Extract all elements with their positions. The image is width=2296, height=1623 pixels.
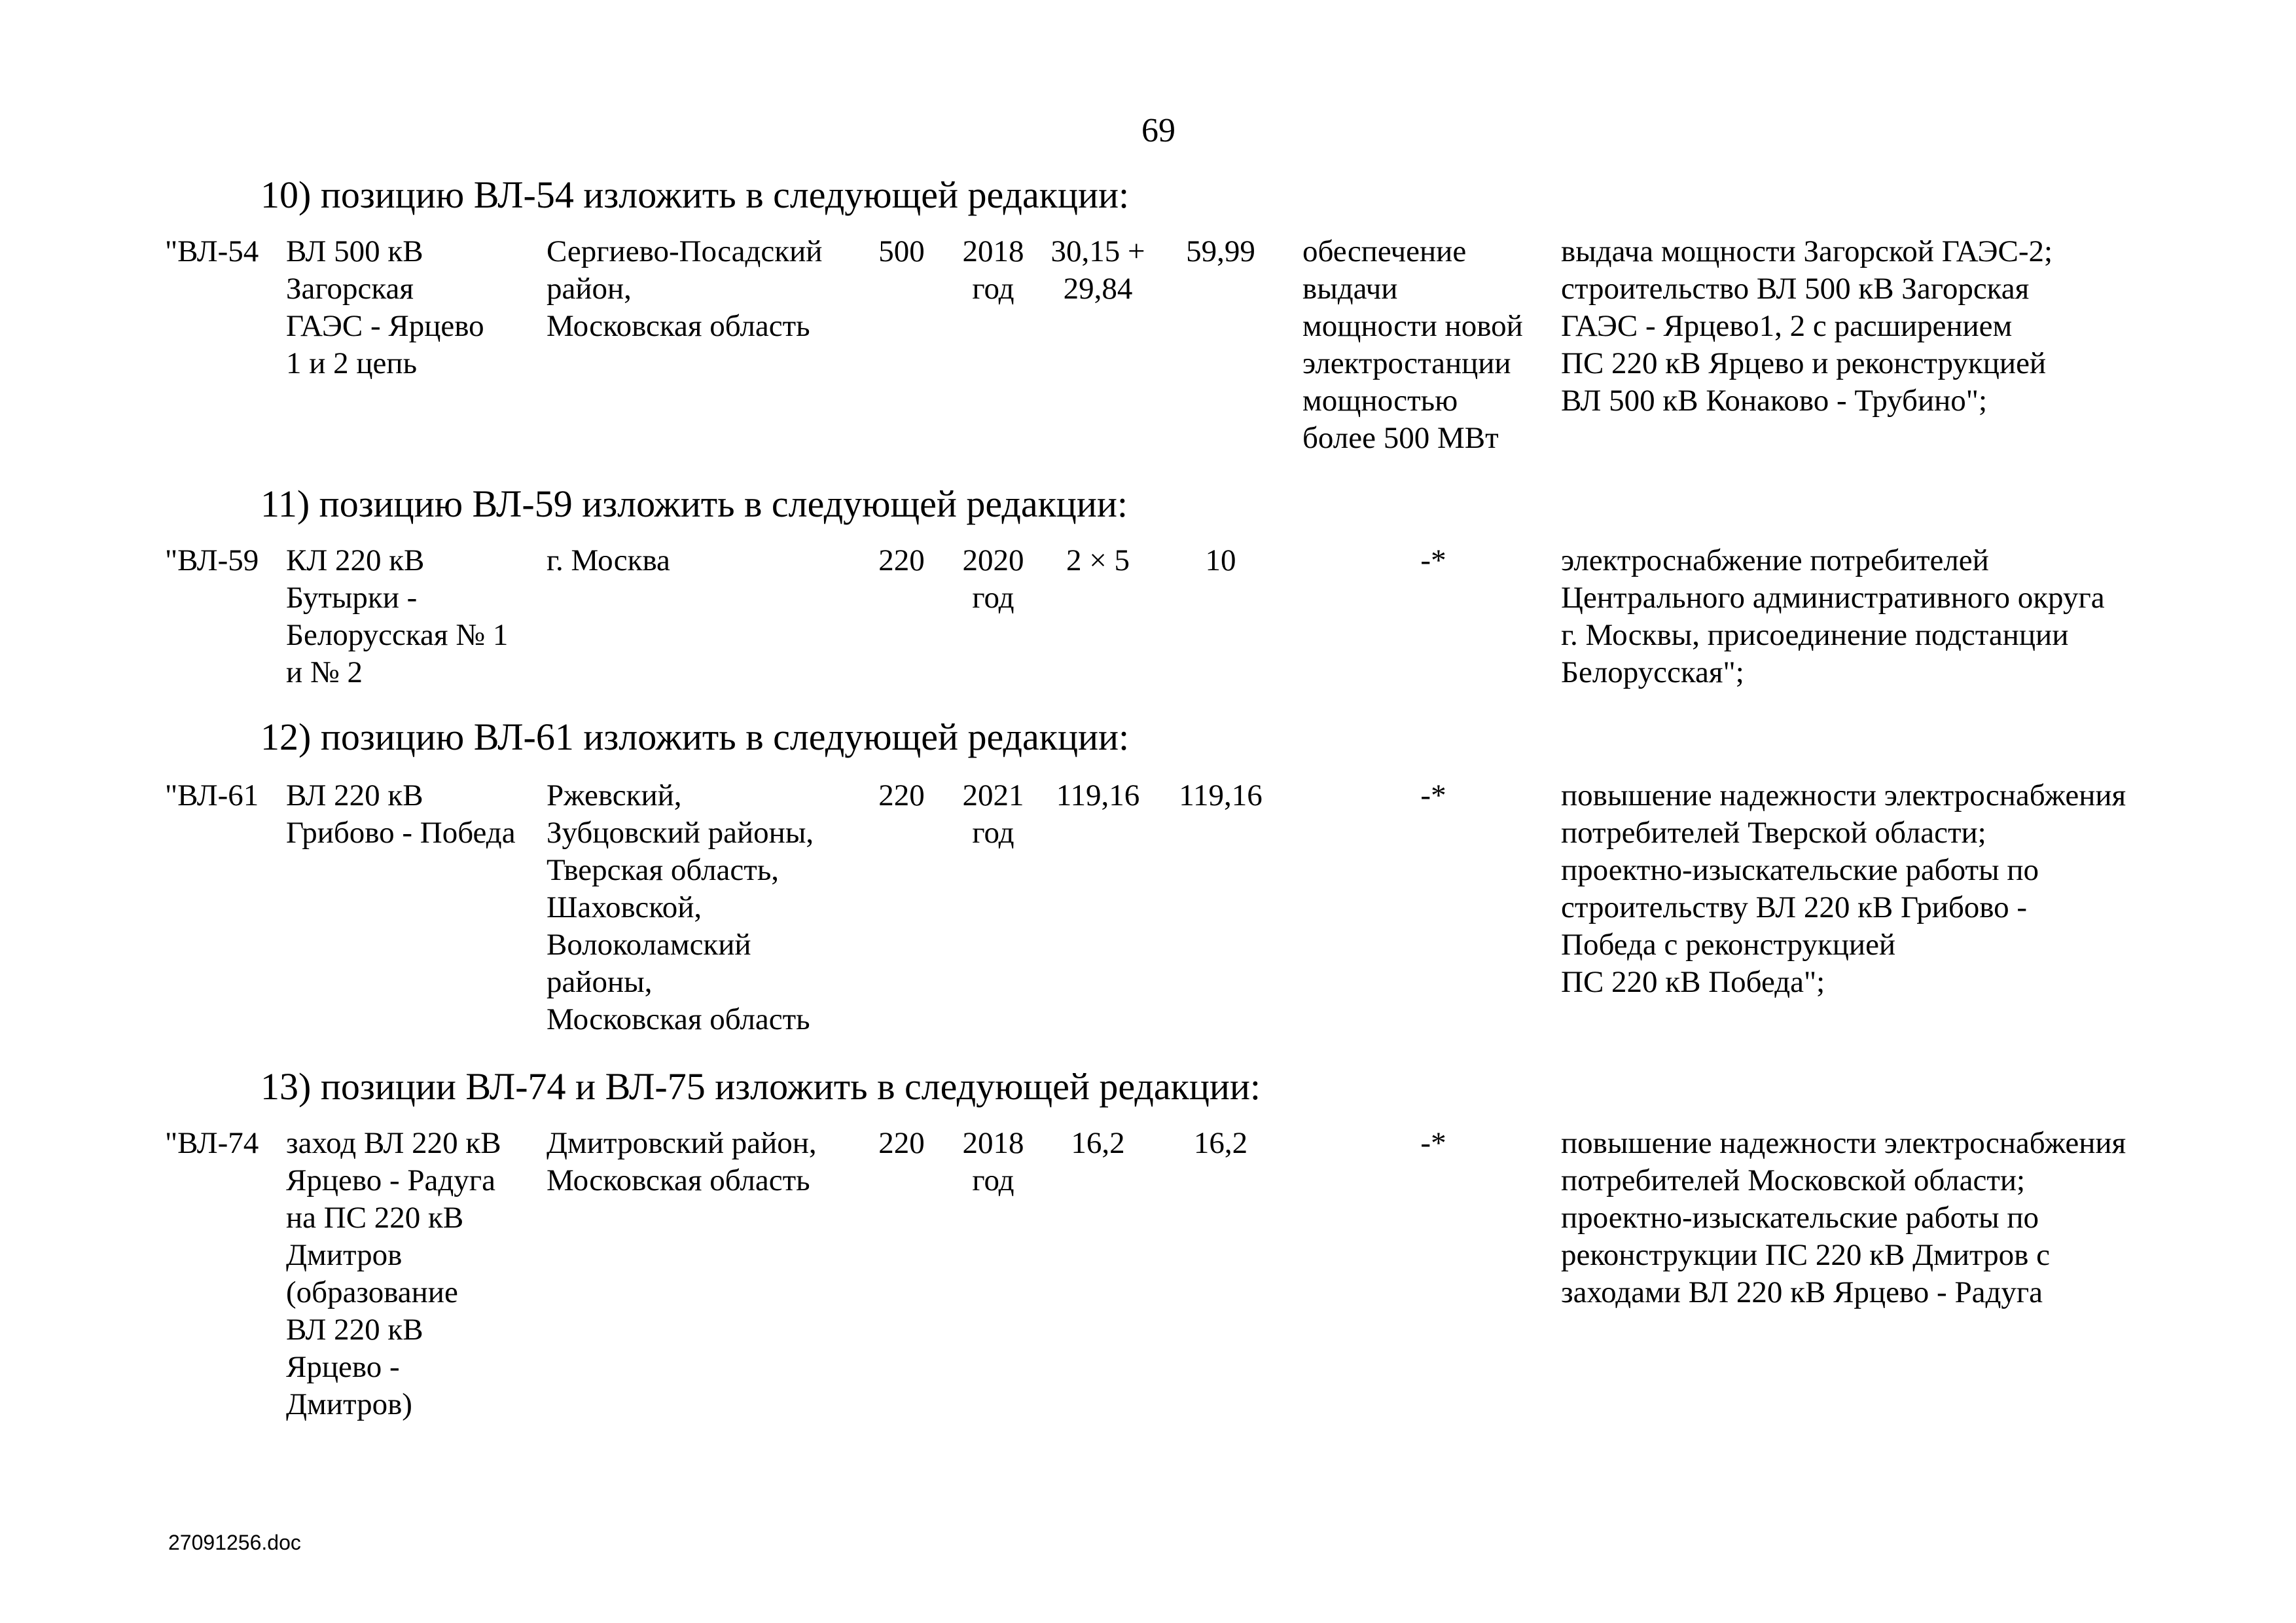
section-intro: 10) позицию ВЛ-54 изложить в следующей редакции: xyxy=(260,173,1130,216)
entry-voltage: 220 xyxy=(878,543,925,577)
entry-purpose: электроснабжение потребителей Центрального административного округа г. Москвы, присоединение подстанции Белорусская"; xyxy=(1561,543,2105,689)
entry-length: 16,2 xyxy=(1071,1126,1125,1160)
entry-code: "ВЛ-74 xyxy=(165,1126,259,1160)
entry-year: 2018 год xyxy=(962,234,1024,306)
entry-code: "ВЛ-59 xyxy=(165,543,259,577)
entry-name: КЛ 220 кВ Бутырки - Белорусская № 1 и № 2 xyxy=(286,543,509,689)
entry-voltage: 220 xyxy=(878,1126,925,1160)
entry-length: 2 × 5 xyxy=(1066,543,1130,577)
entry-year: 2018 год xyxy=(962,1126,1024,1197)
section-intro: 13) позиции ВЛ-74 и ВЛ-75 изложить в следующей редакции: xyxy=(260,1065,1261,1108)
entry-year: 2020 год xyxy=(962,543,1024,615)
entry-goal: -* xyxy=(1420,778,1446,812)
page-number: 69 xyxy=(1141,112,1175,149)
entry-purpose: повышение надежности электроснабжения потребителей Московской области; проектно-изыскательские работы по реконструкции ПС 220 кВ Дмитров с заходами ВЛ 220 кВ Ярцево - Радуга xyxy=(1561,1126,2126,1309)
entry-purpose: повышение надежности электроснабжения потребителей Тверской области; проектно-изыскательские работы по строительству ВЛ 220 кВ Грибово - Победа с реконструкцией ПС 220 кВ Победа"; xyxy=(1561,778,2126,999)
entry-voltage: 500 xyxy=(878,234,925,268)
entry-region: г. Москва xyxy=(547,543,670,577)
entry-purpose: выдача мощности Загорской ГАЭС-2; строительство ВЛ 500 кВ Загорская ГАЭС - Ярцево1, 2 с расширением ПС 220 кВ Ярцево и реконструкцией ВЛ 500 кВ Конаково - Трубино"; xyxy=(1561,234,2053,418)
entry-year: 2021 год xyxy=(962,778,1024,850)
entry-name: заход ВЛ 220 кВ Ярцево - Радуга на ПС 220 кВ Дмитров (образование ВЛ 220 кВ Ярцево - Дмитров) xyxy=(286,1126,501,1421)
entry-total: 119,16 xyxy=(1179,778,1263,812)
entry-region: Сергиево-Посадский район, Московская область xyxy=(547,234,823,343)
entry-code: "ВЛ-54 xyxy=(165,234,259,268)
entry-region: Дмитровский район, Московская область xyxy=(547,1126,817,1197)
entry-goal: -* xyxy=(1420,543,1446,577)
entry-region: Ржевский, Зубцовский районы, Тверская область, Шаховской, Волоколамский районы, Московская область xyxy=(547,778,814,1036)
entry-name: ВЛ 500 кВ Загорская ГАЭС - Ярцево 1 и 2 цепь xyxy=(286,234,484,380)
entry-code: "ВЛ-61 xyxy=(165,778,259,812)
entry-goal: -* xyxy=(1420,1126,1446,1160)
entry-total: 10 xyxy=(1205,543,1236,577)
entry-name: ВЛ 220 кВ Грибово - Победа xyxy=(286,778,516,850)
entry-length: 119,16 xyxy=(1056,778,1140,812)
entry-total: 16,2 xyxy=(1193,1126,1248,1160)
entry-length: 30,15 + 29,84 xyxy=(1050,234,1145,306)
entry-total: 59,99 xyxy=(1186,234,1255,268)
document-id: 27091256.doc xyxy=(168,1531,301,1554)
section-intro: 12) позицию ВЛ-61 изложить в следующей редакции: xyxy=(260,716,1130,758)
entry-voltage: 220 xyxy=(878,778,925,812)
entry-goal: обеспечение выдачи мощности новой электростанции мощностью более 500 МВт xyxy=(1302,234,1523,455)
section-intro: 11) позицию ВЛ-59 изложить в следующей редакции: xyxy=(260,483,1128,525)
